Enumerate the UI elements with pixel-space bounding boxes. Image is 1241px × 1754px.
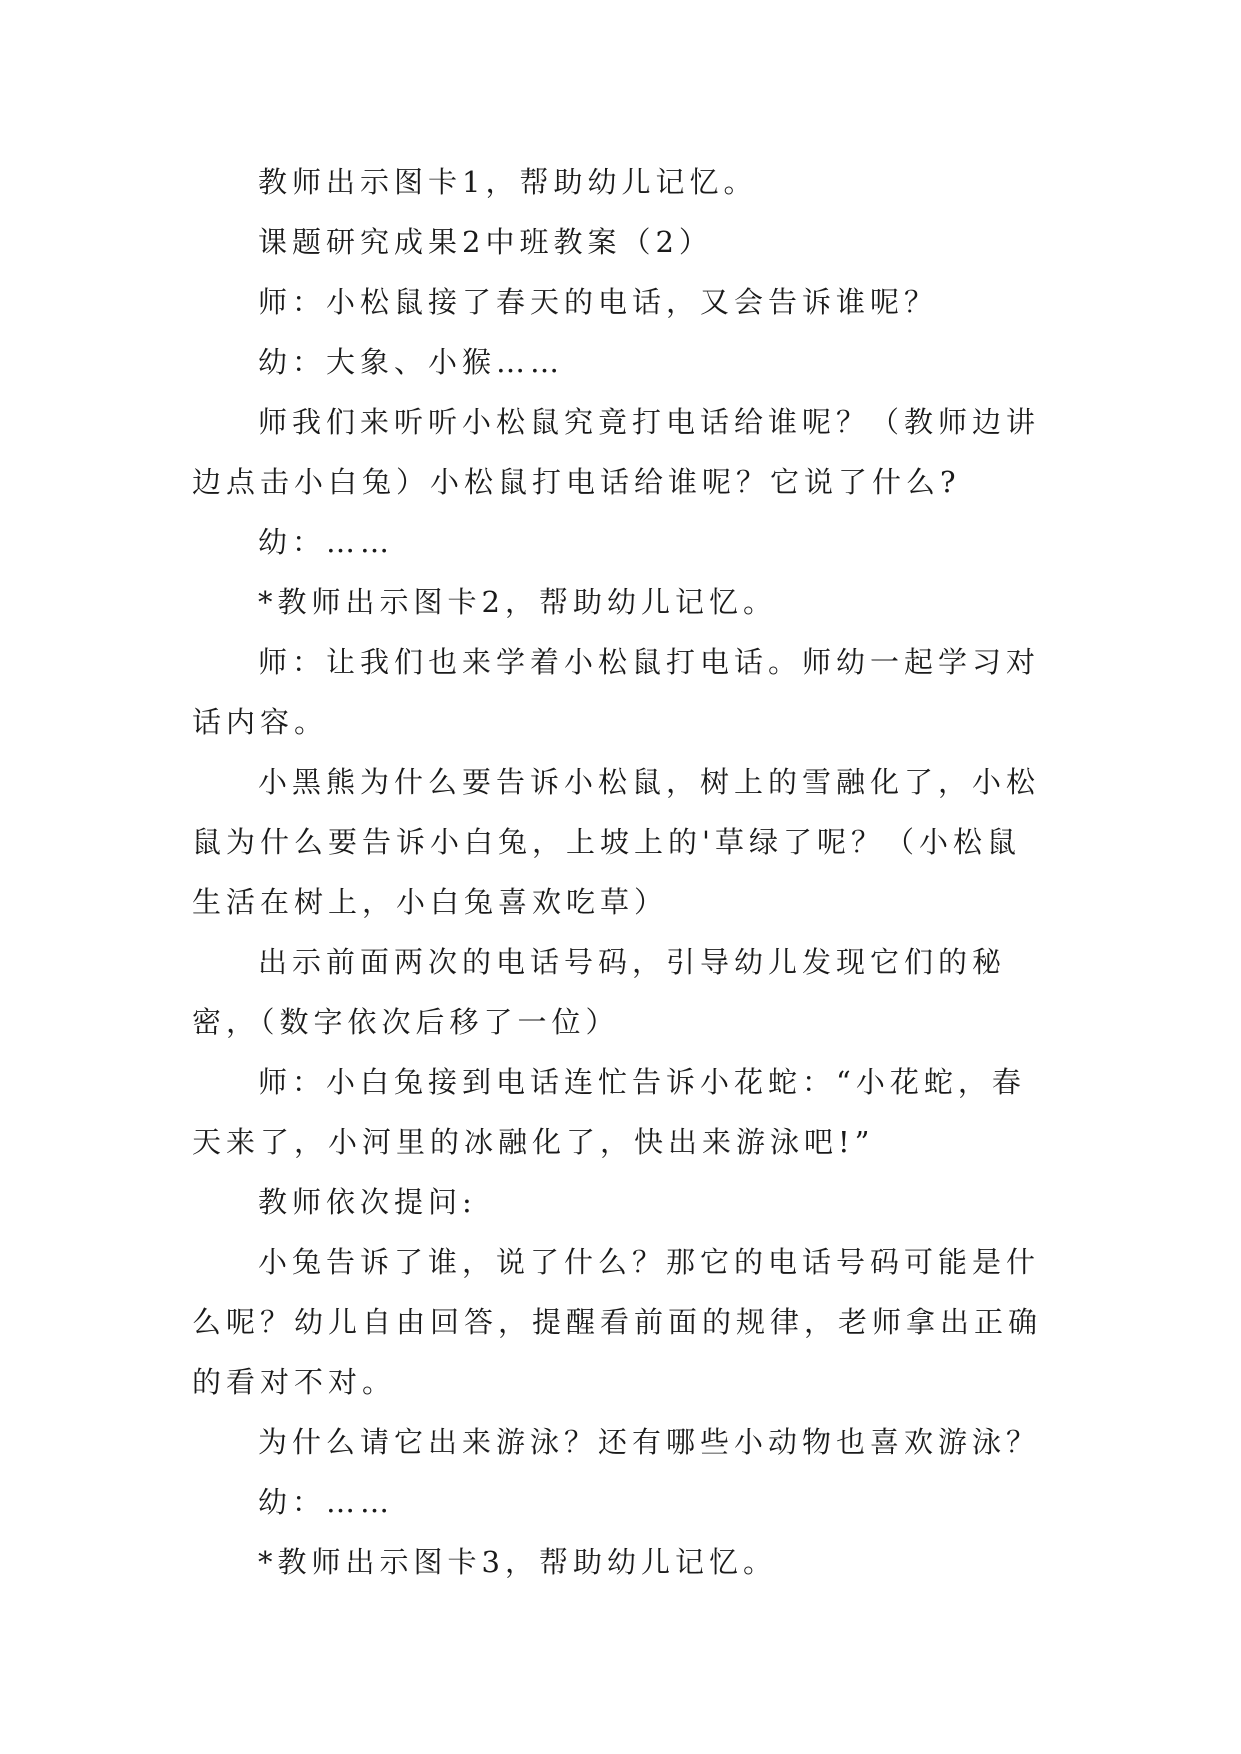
paragraph: 师：小松鼠接了春天的电话，又会告诉谁呢？: [258, 285, 939, 319]
paragraph: 小黑熊为什么要告诉小松鼠，树上的雪融化了，小松鼠为什么要告诉小白兔，上坡上的'草绿了呢？（小松鼠生活在树上，小白兔喜欢吃草）: [192, 765, 1041, 919]
paragraph: 小兔告诉了谁，说了什么？那它的电话号码可能是什么呢？幼儿自由回答，提醒看前面的规律，老师拿出正确的看对不对。: [192, 1245, 1043, 1399]
paragraph: 教师依次提问:: [258, 1185, 477, 1219]
paragraph: 为什么请它出来游泳？还有哪些小动物也喜欢游泳？: [258, 1425, 1041, 1459]
paragraph: *教师出示图卡3，帮助幼儿记忆。: [258, 1545, 777, 1579]
paragraph: 出示前面两次的电话号码，引导幼儿发现它们的秘密，（数字依次后移了一位）: [192, 945, 1007, 1039]
paragraph: 教师出示图卡1，帮助幼儿记忆。: [258, 165, 758, 199]
paragraph: 师我们来听听小松鼠究竟打电话给谁呢？（教师边讲边点击小白兔）小松鼠打电话给谁呢？它说了什么?: [192, 405, 1041, 499]
paragraph: 幼：大象、小猴……: [258, 345, 565, 379]
paragraph: 幼：……: [258, 1485, 395, 1519]
paragraph: 课题研究成果2中班教案（2）: [258, 225, 713, 259]
paragraph: 师：让我们也来学着小松鼠打电话。师幼一起学习对话内容。: [192, 645, 1041, 739]
paragraph: 幼：……: [258, 525, 395, 559]
paragraph: 师：小白兔接到电话连忙告诉小花蛇：“小花蛇，春天来了，小河里的冰融化了，快出来游泳吧!”: [192, 1065, 1026, 1159]
paragraph: *教师出示图卡2，帮助幼儿记忆。: [258, 585, 777, 619]
document-body: [192, 152, 1050, 1592]
